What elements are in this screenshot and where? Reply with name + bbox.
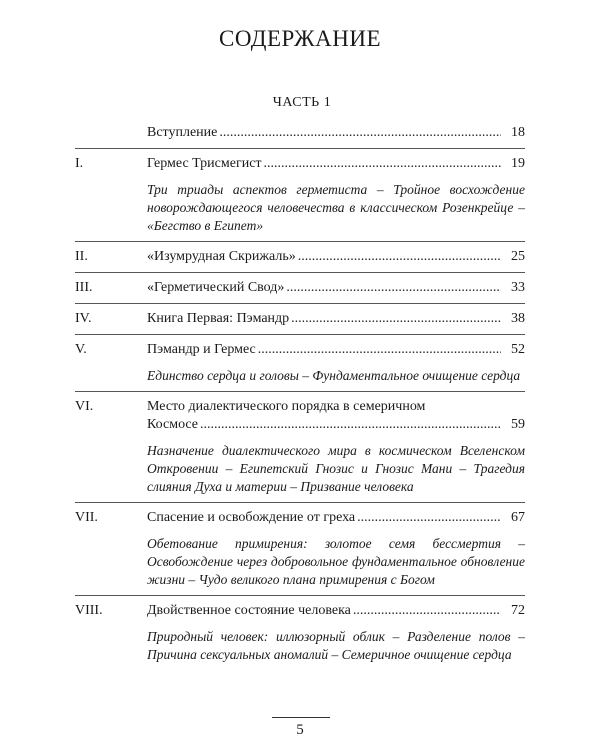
toc-entry-6[interactable]: [75, 392, 525, 503]
entry-number: III.: [75, 280, 93, 295]
entry-description: Обетование примирения: золотое семя бессмертия – Освобождение через добровольное фундаментальное обновление жизни – Чудо великого плана примирения с Богом: [147, 536, 525, 587]
entry-title-continued: Космосе: [147, 417, 199, 432]
table-of-contents: [75, 118, 525, 670]
entry-page: 38: [511, 311, 525, 326]
toc-entry-2[interactable]: [75, 242, 525, 273]
toc-entry-4[interactable]: [75, 304, 525, 335]
toc-entry-7[interactable]: [75, 503, 525, 596]
entry-page: 33: [511, 280, 525, 295]
dot-leader: [264, 155, 501, 173]
entry-description: Назначение диалектического мира в космическом Вселенском Откровении – Египетский Гнозис и Гнозис Мани – Трагедия слияния Духа и материи – Призвание человека: [147, 443, 525, 494]
entry-title: «Изумрудная Скрижаль»: [147, 249, 296, 264]
entry-title: «Герметический Свод»: [147, 280, 285, 295]
entry-number: VI.: [75, 399, 94, 414]
toc-entry-3[interactable]: [75, 273, 525, 304]
toc-entry-5[interactable]: [75, 335, 525, 392]
page-number: 5: [296, 722, 304, 738]
dot-leader: [298, 248, 501, 266]
entry-page: 25: [511, 249, 525, 264]
dot-leader: [286, 279, 501, 297]
dot-leader: [258, 341, 501, 359]
entry-number: I.: [75, 156, 84, 171]
dot-leader: [291, 310, 501, 328]
entry-number: IV.: [75, 311, 92, 326]
entry-title: Спасение и освобождение от греха: [147, 510, 356, 525]
entry-description: Три триады аспектов герметиста – Тройное восхождение новорождающегося человечества в классическом Розенкрейце – «Бегство в Египет»: [147, 182, 525, 233]
entry-page: 72: [511, 603, 525, 618]
entry-description: Единство сердца и головы – Фундаментальное очищение сердца: [147, 368, 521, 383]
entry-page: 59: [511, 417, 525, 432]
entry-number: VIII.: [75, 603, 103, 618]
entry-title: Гермес Трисмегист: [147, 156, 262, 171]
footer-rule: [272, 717, 330, 718]
entry-page: 67: [511, 510, 525, 525]
dot-leader: [219, 124, 501, 142]
entry-number: V.: [75, 342, 87, 357]
entry-title: Двойственное состояние человека: [147, 603, 351, 618]
entry-title: Книга Первая: Пэмандр: [147, 311, 290, 326]
toc-entry-8[interactable]: [75, 596, 525, 670]
entry-number: VII.: [75, 510, 98, 525]
dot-leader: [200, 416, 501, 434]
entry-description: Природный человек: иллюзорный облик – Разделение полов – Причина сексуальных аномалий – Семеричное очищение сердца: [147, 629, 525, 662]
page-title: СОДЕРЖАНИЕ: [218, 26, 381, 51]
dot-leader: [353, 602, 501, 620]
entry-page: 19: [511, 156, 525, 171]
entry-title: Вступление: [147, 125, 218, 140]
entry-page: 52: [511, 342, 525, 357]
part-title: ЧАСТЬ 1: [272, 95, 332, 110]
toc-entry-intro[interactable]: [75, 118, 525, 149]
entry-page: 18: [511, 125, 525, 140]
toc-entry-1[interactable]: [75, 149, 525, 242]
dot-leader: [357, 509, 501, 527]
entry-title: Пэмандр и Гермес: [147, 342, 256, 357]
entry-title: Место диалектического порядка в семеричном: [147, 399, 426, 414]
entry-number: II.: [75, 249, 88, 264]
